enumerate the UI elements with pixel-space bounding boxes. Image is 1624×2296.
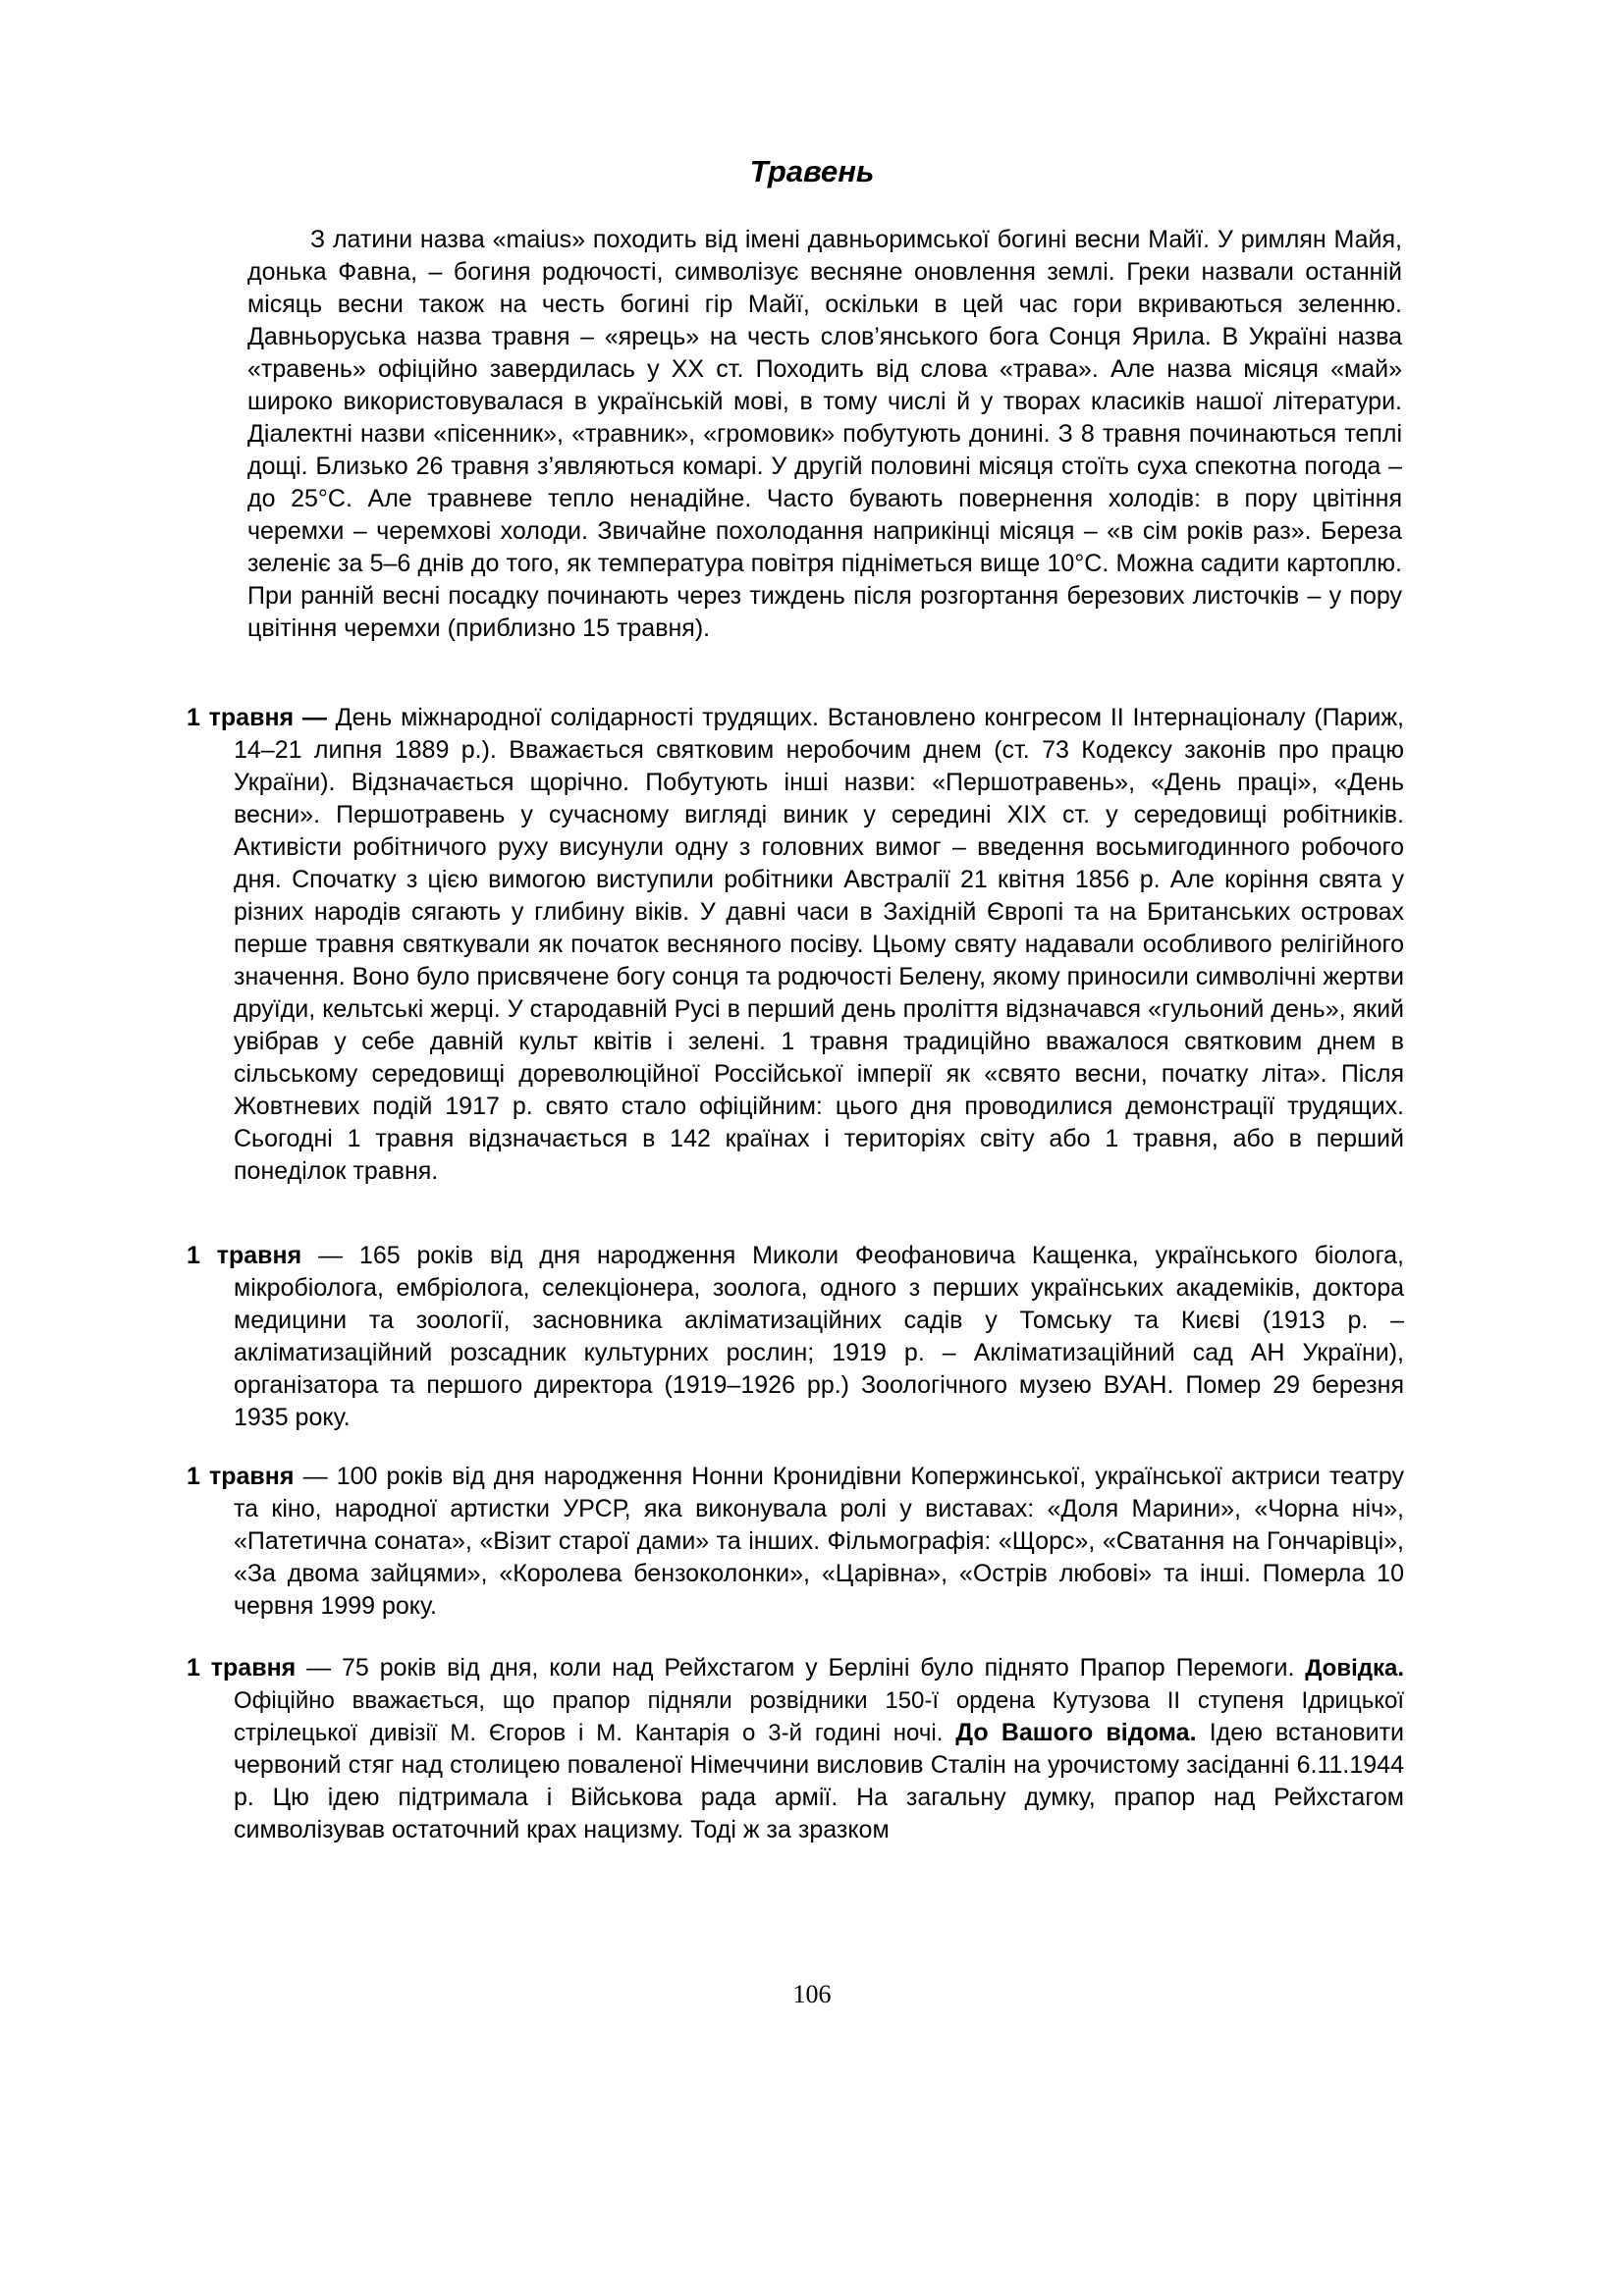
entry-note-text: Ідею встановити червоний стяг над столицею поваленої Німеччини висловив Сталін на урочистому засіданні 6.11.1944 р. Цю ідею підтримала і Військова рада армії. На загальну думку, прапор над Рейхстагом символізував остаточний крах нацизму. Тоді ж за зразком [234,1719,1405,1843]
page-number: 106 [792,1980,832,2008]
entry-date: 1 травня — [187,704,327,731]
entry-koperzhynska [187,1461,1404,1623]
entry-workers-day [187,702,1404,1188]
page-title: Травень [749,154,875,188]
entry-date: 1 травня [187,1654,297,1682]
entry-date: 1 травня [187,1463,295,1490]
entry-text: — 100 років від дня народження Нонни Кронидівни Копержинської, української актриси театру та кіно, народної артистки УРСР, яка виконувала ролі у виставах: «Доля Марини», «Чорна ніч», «Патетична соната», «Візит старої дами» та інших. Фільмографія: «Щорс», «Сватання на Гончарівці», «За двома зайцями», «Королева бензоколонки», «Царівна», «Острів любові» та інші. Померла 10 червня 1999 року. [234,1463,1405,1620]
entry-kashchenko [187,1240,1404,1434]
entry-date: 1 травня [187,1242,302,1269]
intro-paragraph: З латини назва «maius» походить від імені давньоримської богині весни Майї. У римлян Майя, донька Фавна, – богиня родючості, символізує весняне оновлення землі. Греки назвали останній місяць весни також на честь богині гір Майї, оскільки в цей час гори вкриваються зеленню. Давньоруська назва травня – «ярець» на честь слов’янського бога Сонця Ярила. В Україні назва «травень» офіційно завердилась у ХХ ст. Походить від слова «трава». Але назва місяця «май» широко використовувалася в українській мові, в тому числі й у творах класиків нашої літератури. Діалектні назви «пісенник», «травник», «громовик» побутують донині. З 8 травня починаються теплі дощі. Близько 26 травня з’являються комарі. У другій половині місяця стоїть суха спекотна погода – до 25°С. Але травневе тепло ненадійне. Часто бувають повернення холодів: в пору цвітіння черемхи – черемхові холоди. Звичайне похолодання наприкінці місяця – «в сім років раз». Береза зеленіє за 5–6 днів до того, як температура повітря підніметься вище 10°С. Можна садити картоплю. При ранній весні посадку починають через тиждень після розгортання березових листочків – у пору цвітіння черемхи (приблизно 15 травня). [247,226,1402,642]
entry-text: День міжнародної солідарності трудящих. Встановлено конгресом ІІ Інтернаціоналу (Париж, 14–21 липня 1889 р.). Вважається святковим неробочим днем (ст. 73 Кодексу законів про працю України). Відзначається щорічно. Побутують інші назви: «Першотравень», «День праці», «День весни». Першотравень у сучасному вигляді виник у середині ХІХ ст. у середовищі робітників. Активісти робітничого руху висунули одну з головних вимог – введення восьмигодинного робочого дня. Спочатку з цією вимогою виступили робітники Австралії 21 квітня 1856 р. Але коріння свята у різних народів сягають у глибину віків. У давні часи в Західній Європі та на Британських островах перше травня святкували як початок весняного посіву. Цьому святу надавали особливого релігійного значення. Воно було присвячене богу сонця та родючості Белену, якому приносили символічні жертви друїди, кельтські жерці. У стародавній Русі в перший день проліття відзначався «гульоний день», який увібрав у себе давній культ квітів і зелені. 1 травня традиційно вважалося святковим днем в сільському середовищі дореволюційної Россійської імперії як «свято весни, початку літа». Після Жовтневих подій 1917 р. свято стало офіційним: цього дня проводилися демонстрації трудящих. Сьогодні 1 травня відзначається в 142 країнах і територіях світу або 1 травня, або в перший понеділок травня. [234,704,1404,1185]
note-label: До Вашого відома. [955,1719,1197,1746]
entry-text: — 165 років від дня народження Миколи Феофановича Кащенка, українського біолога, мікробіолога, ембріолога, селекціонера, зоолога, одного з перших українських академіків, доктора медицини та зоології, засновника акліматизаційних садів у Томську та Києві (1913 р. – акліматизаційний розсадник культурних рослин; 1919 р. – Акліматизаційний сад АН України), організатора та першого директора (1919–1926 рр.) Зоологічного музею ВУАН. Помер 29 березня 1935 року. [234,1242,1404,1431]
entry-text: — 75 років від дня, коли над Рейхстагом у Берліні було піднято Прапор Перемоги. [296,1654,1306,1682]
note-label: Довідка. [1305,1655,1404,1682]
entry-note-text: Офіційно вважається, що прапор підняли розвідники 150-ї ордена Кутузова ІІ ступеня Ідрицької стрілецької дивізії М. Єгоров і М. Кантарія о 3-й годині ночі. [234,1687,1404,1746]
entry-reichstag-flag [187,1652,1404,1846]
